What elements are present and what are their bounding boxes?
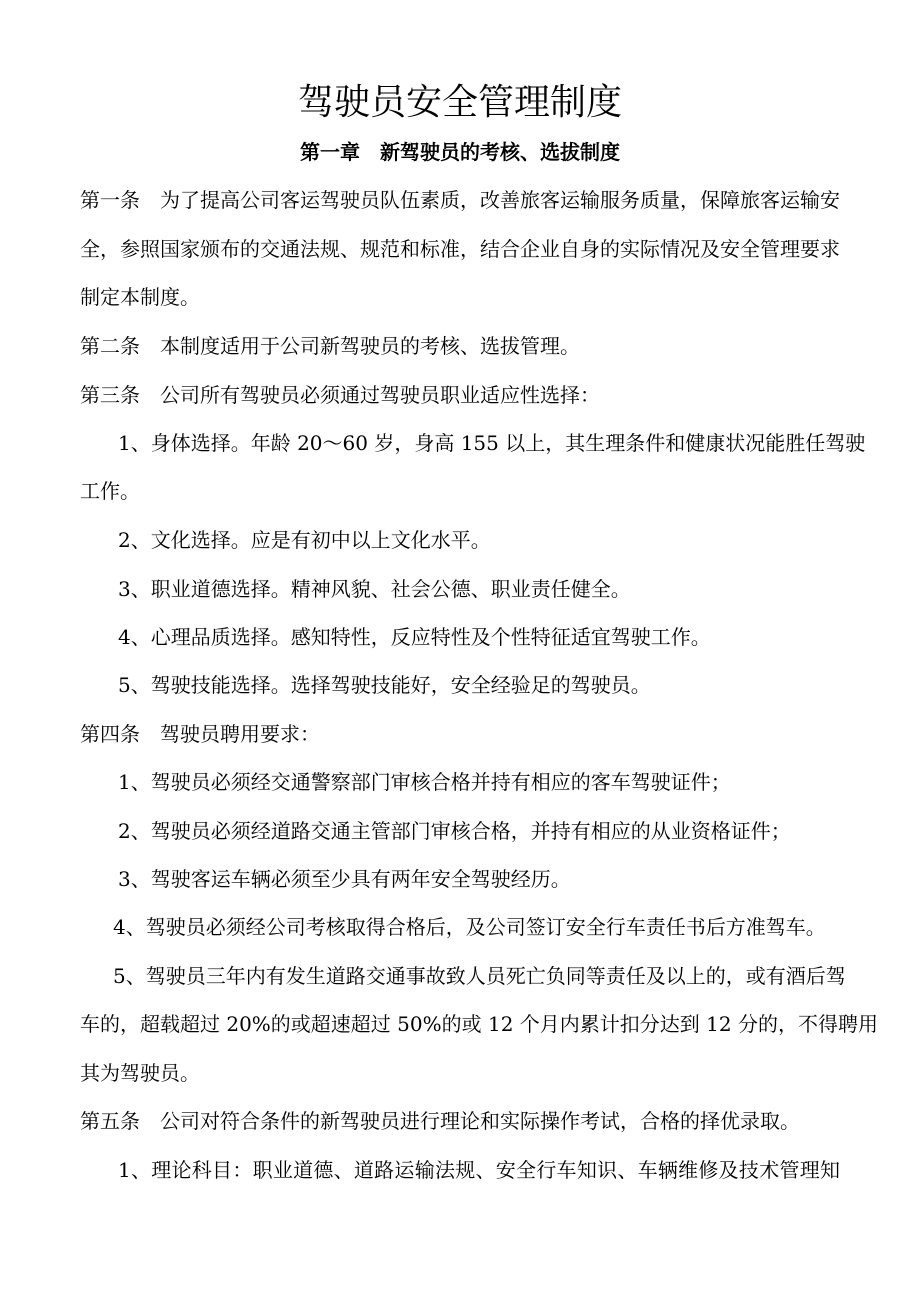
chapter-heading: 第一章 新驾驶员的考核、选拔制度 xyxy=(300,140,620,164)
article-5-item-1: 1、理论科目：职业道德、道路运输法规、安全行车知识、车辆维修及技术管理知 xyxy=(118,1158,840,1182)
article-3-item-2: 2、文化选择。应是有初中以上文化水平。 xyxy=(118,528,491,552)
article-4-item-4: 4、驾驶员必须经公司考核取得合格后，及公司签订安全行车责任书后方准驾车。 xyxy=(113,915,826,939)
article-4-item-3: 3、驾驶客运车辆必须至少具有两年安全驾驶经历。 xyxy=(118,867,571,891)
article-4-item-1: 1、驾驶员必须经交通警察部门审核合格并持有相应的客车驾驶证件； xyxy=(118,770,731,794)
article-3-item-1-cont: 工作。 xyxy=(80,479,140,503)
document-title: 驾驶员安全管理制度 xyxy=(297,82,622,123)
article-4: 第四条 驾驶员聘用要求： xyxy=(80,722,320,746)
article-3: 第三条 公司所有驾驶员必须通过驾驶员职业适应性选择： xyxy=(80,383,600,407)
article-4-item-2: 2、驾驶员必须经道路交通主管部门审核合格，并持有相应的从业资格证件； xyxy=(118,819,791,843)
article-1-line-3: 制定本制度。 xyxy=(80,285,200,309)
article-1-line-1: 第一条 为了提高公司客运驾驶员队伍素质，改善旅客运输服务质量，保障旅客运输安 xyxy=(80,188,840,212)
article-2: 第二条 本制度适用于公司新驾驶员的考核、选拔管理。 xyxy=(80,334,580,358)
article-3-item-3: 3、职业道德选择。精神风貌、社会公德、职业责任健全。 xyxy=(118,577,631,601)
article-4-item-5-line-1: 5、驾驶员三年内有发生道路交通事故致人员死亡负同等责任及以上的，或有酒后驾 xyxy=(113,964,846,988)
article-3-item-5: 5、驾驶技能选择。选择驾驶技能好，安全经验足的驾驶员。 xyxy=(118,673,651,697)
article-3-item-4: 4、心理品质选择。感知特性，反应特性及个性特征适宜驾驶工作。 xyxy=(118,625,711,649)
article-4-item-5-line-3: 其为驾驶员。 xyxy=(80,1061,200,1085)
article-1-line-2: 全，参照国家颁布的交通法规、规范和标准，结合企业自身的实际情况及安全管理要求 xyxy=(80,237,840,261)
article-3-item-1: 1、身体选择。年龄 20～60 岁，身高 155 以上，其生理条件和健康状况能胜任驾驶 xyxy=(118,431,866,455)
article-4-item-5-line-2: 车的，超载超过 20%的或超速超过 50%的或 12 个月内累计扣分达到 12 分的，不得聘用 xyxy=(80,1012,878,1036)
article-5: 第五条 公司对符合条件的新驾驶员进行理论和实际操作考试，合格的择优录取。 xyxy=(80,1109,800,1133)
